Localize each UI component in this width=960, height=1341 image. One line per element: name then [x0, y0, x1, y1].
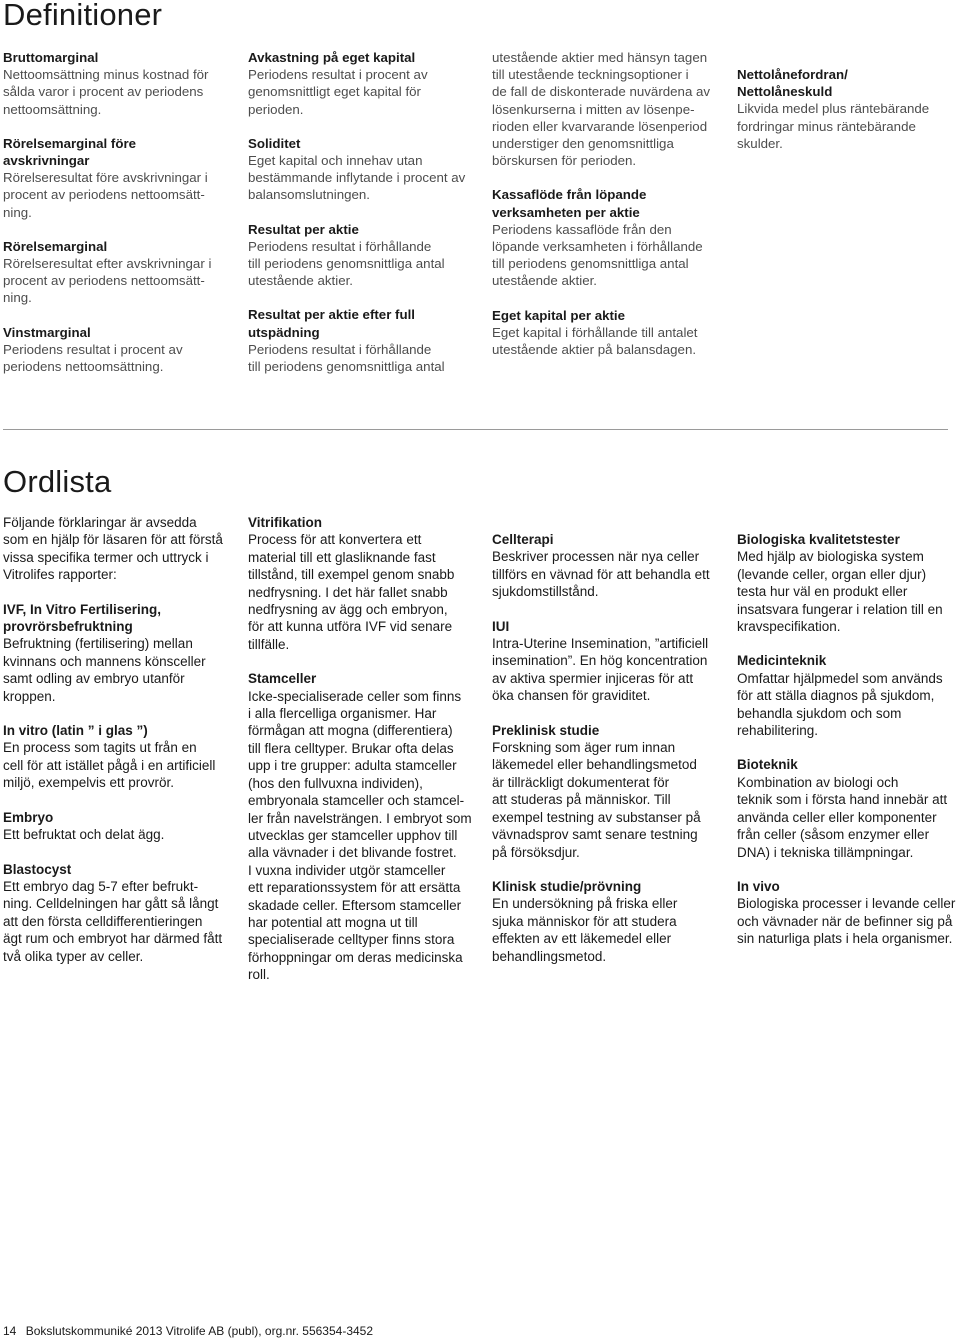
- glossary-column-3: [492, 531, 722, 982]
- definition-term: Soliditet: [248, 135, 301, 151]
- glossary-text: Process för att konvertera ett material till ett glasliknande fast tillstånd, till exempel genom snabb nedfrysning. I det här fallet snabb nedfrysning av ägg och embryon, för att kunna utföra IVF vid senare tillfälle.: [248, 532, 455, 652]
- glossary-text: Kombination av biologi och teknik som i första hand innebär att använda celler eller komponenter från celler (såsom enzymer eller DNA) i tekniska tillämpningar.: [737, 774, 948, 860]
- definition-text: Nettoomsättning minus kostnad för sålda varor i procent av periodens nettoomsättning.: [3, 67, 209, 117]
- glossary-entry: [3, 861, 233, 965]
- glossary-text: En undersökning på friska eller sjuka människor för att studera effekten av ett läkemedel eller behandlingsmetod.: [492, 896, 678, 964]
- glossary-entry: [737, 878, 959, 948]
- definition-text: Periodens resultat i förhållande till periodens genomsnittliga antal: [248, 341, 445, 375]
- glossary-term: Preklinisk studie: [492, 722, 600, 738]
- glossary-text: Icke-specialiserade celler som finns i alla flercelliga organismer. Har förmågan att mogna (differentiera) till flera celltyper. Brukar ofta delas upp i tre grupper: adulta stamceller (hos den fullvuxna individen), embryonala stamceller och stamcel- ler från navelsträngen. I embryot som utvecklas ger stamceller upphov till alla vävnader i det blivande fostret. I vuxna individer utgör stamceller ett reparationssystem för att ersätta skadade celler. Eftersom stamceller har potential att mogna ut till specialiserade celltyper finns stora förhoppningar om deras medicinska roll.: [248, 688, 472, 983]
- definition-term: Rörelsemarginal före avskrivningar: [3, 135, 137, 169]
- glossary-entry: [737, 652, 959, 739]
- footer-text: Bokslutskommuniké 2013 Vitrolife AB (publ), org.nr. 556354-3452: [25, 1324, 374, 1338]
- glossary-entry: [248, 670, 478, 983]
- definitions-title: Definitioner: [3, 0, 163, 32]
- glossary-text: Omfattar hjälpmedel som används för att ställa diagnos på sjukdom, behandla sjukdom och som rehabilitering.: [737, 670, 943, 739]
- definition-term: Resultat per aktie: [248, 221, 359, 237]
- glossary-term: Vitrifikation: [248, 515, 323, 530]
- definition-term: Avkastning på eget kapital: [248, 50, 416, 65]
- definition-text: Likvida medel plus räntebärande fordringar minus räntebärande skulder.: [737, 101, 930, 151]
- glossary-entry: [3, 722, 233, 792]
- definition-entry: [737, 66, 960, 152]
- definition-text: utestående aktier med hänsyn tagen till utestående teckningsoptioner i de fall de diskonterade nuvärdena av lösenkurserna i mitten av lösenpe- rioden eller kvarvarande lösenperiod understiger den genomsnittliga börskursen för perioden.: [492, 50, 711, 169]
- definition-continuation: [492, 49, 720, 169]
- definition-text: Periodens resultat i procent av genomsnittligt eget kapital för perioden.: [248, 67, 428, 117]
- definition-text: Rörelseresultat efter avskrivningar i procent av periodens nettoomsätt- ning.: [3, 256, 212, 306]
- glossary-text: Biologiska processer i levande celler och vävnader när de befinner sig på sin naturliga plats i hela organismer.: [737, 896, 956, 947]
- glossary-text: Forskning som äger rum innan läkemedel eller behandlingsmetod är tillräckligt dokumenterat för att studeras på människor. Till exempel testning av substanser på vävnadsprov samt senare testning på försöksdjur.: [492, 740, 701, 860]
- definition-text: Rörelseresultat före avskrivningar i procent av periodens nettoomsätt- ning.: [3, 170, 208, 220]
- glossary-column-1: [3, 514, 233, 982]
- glossary-entry: [492, 618, 722, 705]
- definition-term: Nettolånefordran/ Nettolåneskuld: [737, 67, 848, 100]
- glossary-term: IVF, In Vitro Fertilisering, provrörsbefruktning: [3, 601, 162, 635]
- glossary-term: In vitro (latin ” i glas ”): [3, 723, 148, 739]
- glossary-intro: [3, 514, 233, 584]
- section-divider: [3, 429, 948, 430]
- definition-entry: [492, 307, 720, 359]
- glossary-term: Embryo: [3, 809, 54, 825]
- glossary-text: Med hjälp av biologiska system (levande celler, organ eller djur) testa hur väl en produkt eller insatsvara fungerar i relation till en kravspecifikation.: [737, 549, 943, 635]
- definition-entry: [248, 306, 476, 375]
- definitions-column-3: [492, 49, 720, 375]
- glossary-text: En process som tagits ut från en cell för att istället pågå i en artificiell miljö, exempelvis ett provrör.: [3, 740, 216, 791]
- glossary-column-4: [737, 531, 959, 965]
- glossary-term: IUI: [492, 618, 510, 634]
- definition-text: Periodens resultat i förhållande till periodens genomsnittliga antal utestående aktier.: [248, 238, 445, 289]
- definition-entry: [248, 221, 476, 290]
- glossary-entry: [492, 531, 722, 601]
- glossary-entry: [492, 878, 722, 965]
- glossary-term: Blastocyst: [3, 861, 72, 877]
- glossary-term: Medicinteknik: [737, 653, 827, 669]
- glossary-text: Ett befruktat och delat ägg.: [3, 827, 165, 843]
- definition-entry: [248, 135, 476, 204]
- glossary-text: Ett embryo dag 5-7 efter befrukt- ning. Celldelningen har gått så långt att den första celldifferentieringen ägt rum och embryot har därmed fått två olika typer av celler.: [3, 878, 223, 964]
- definition-entry: [3, 49, 231, 118]
- definition-text: Periodens resultat i procent av periodens nettoomsättning.: [3, 341, 183, 375]
- definitions-column-1: [3, 49, 231, 392]
- glossary-term: In vivo: [737, 878, 780, 894]
- glossary-term: Cellterapi: [492, 532, 554, 547]
- page-footer: [3, 1324, 373, 1339]
- definition-entry: [3, 324, 231, 376]
- definition-term: Bruttomarginal: [3, 50, 99, 65]
- glossary-text: Befruktning (fertilisering) mellan kvinnans och mannens könsceller samt odling av embryo utanför kroppen.: [3, 636, 206, 704]
- glossary-entry: [737, 531, 959, 635]
- definition-term: Vinstmarginal: [3, 324, 91, 340]
- definitions-column-2: [248, 49, 476, 392]
- definition-term: Kassaflöde från löpande verksamheten per aktie: [492, 187, 647, 220]
- glossary-entry: [3, 809, 233, 844]
- glossary-text: Intra-Uterine Insemination, ”artificiell insemination”. En hög koncentration av aktiva spermier injiceras för att öka chansen för graviditet.: [492, 636, 709, 704]
- glossary-text: Beskriver processen när nya celler tillförs en vävnad för att behandla ett sjukdomstillstånd.: [492, 549, 710, 600]
- page-number: 14: [3, 1324, 17, 1338]
- glossary-entry: [248, 514, 478, 653]
- glossary-entry: [492, 722, 722, 861]
- definition-text: Eget kapital i förhållande till antalet utestående aktier på balansdagen.: [492, 324, 698, 358]
- glossary-column-2: [248, 514, 478, 1001]
- glossary-entry: [737, 756, 959, 860]
- glossary-entry: [3, 601, 233, 705]
- glossary-title: Ordlista: [3, 464, 112, 499]
- definitions-column-4: [737, 49, 960, 169]
- glossary-term: Bioteknik: [737, 757, 798, 773]
- definition-text: Eget kapital och innehav utan bestämmande inflytande i procent av balansomslutningen.: [248, 153, 466, 203]
- glossary-term: Biologiska kvalitetstester: [737, 532, 900, 547]
- definition-term: Rörelsemarginal: [3, 238, 108, 254]
- definition-text: Periodens kassaflöde från den löpande verksamheten i förhållande till periodens genomsnittliga antal utestående aktier.: [492, 221, 703, 289]
- glossary-term: Stamceller: [248, 671, 317, 687]
- definition-entry: [3, 135, 231, 221]
- definition-entry: [248, 49, 476, 118]
- glossary-intro-text: Följande förklaringar är avsedda som en hjälp för läsaren för att förstå vissa specifika termer och uttryck i Vitrolifes rapporter:: [3, 515, 223, 583]
- definition-entry: [3, 238, 231, 307]
- definition-term: Resultat per aktie efter full utspädning: [248, 307, 415, 340]
- glossary-term: Klinisk studie/prövning: [492, 878, 642, 894]
- definition-term: Eget kapital per aktie: [492, 307, 626, 323]
- definition-entry: [492, 186, 720, 289]
